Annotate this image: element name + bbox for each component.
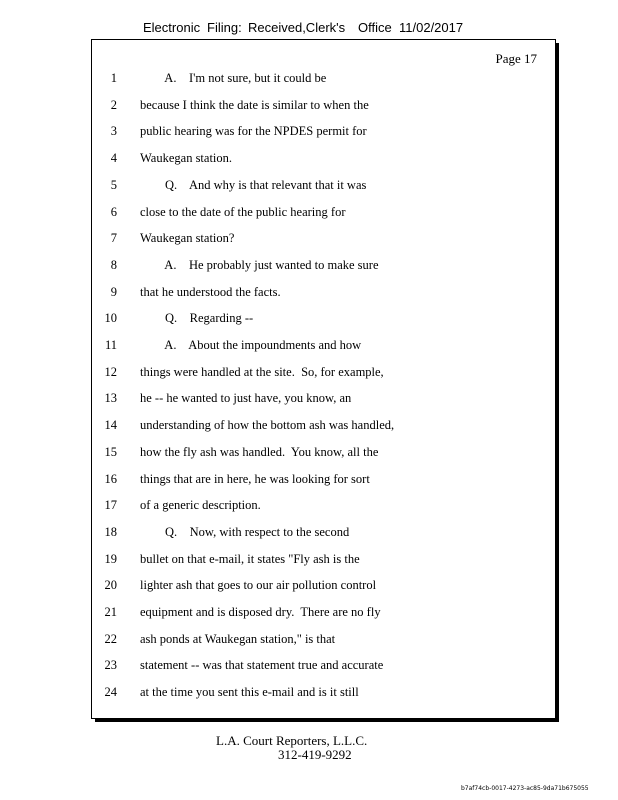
transcript-line: [92, 578, 557, 598]
line-text: close to the date of the public hearing for: [140, 204, 346, 219]
line-number: 2: [110, 97, 117, 112]
header-office: Office: [358, 20, 392, 35]
line-number: 14: [104, 418, 117, 433]
line-number: 16: [104, 471, 117, 486]
line-number: 1: [110, 71, 117, 85]
line-number: 22: [104, 631, 117, 646]
line-number: 5: [110, 177, 117, 192]
line-number: 18: [104, 524, 117, 539]
line-text: at the time you sent this e-mail and is it still: [140, 685, 359, 700]
line-text: because I think the date is similar to when the: [140, 97, 369, 112]
line-number: 3: [110, 124, 117, 139]
transcript-line: [92, 632, 557, 652]
transcript-line: [92, 311, 557, 331]
header-filing: Filing:: [207, 20, 242, 35]
line-number: 23: [104, 658, 117, 673]
line-text: A. About the impoundments and how: [140, 338, 362, 352]
line-number: 10: [104, 311, 117, 326]
footer-company: L.A. Court Reporters, L.L.C.: [216, 733, 368, 748]
line-number: 17: [104, 498, 117, 513]
page-shadow-bottom: [95, 719, 559, 722]
line-text: things were handled at the site. So, for example,: [140, 364, 384, 379]
transcript-line: [92, 418, 557, 438]
transcript-line: [92, 445, 557, 465]
line-text: Q. And why is that relevant that it was: [140, 177, 367, 192]
header-date: 11/02/2017: [399, 20, 464, 35]
line-text: things that are in here, he was looking for sort: [140, 471, 370, 486]
line-text: Q. Regarding --: [140, 311, 254, 326]
line-text: of a generic description.: [140, 498, 261, 513]
transcript-line: [92, 258, 557, 278]
transcript-line: [92, 685, 557, 705]
line-number: 12: [104, 364, 117, 379]
line-number: 21: [104, 605, 117, 619]
line-text: Q. Now, with respect to the second: [140, 524, 350, 539]
line-text: Waukegan station?: [140, 231, 235, 246]
line-number: 8: [110, 257, 117, 272]
line-number: 4: [110, 151, 117, 166]
header-electronic: Electronic: [143, 20, 201, 35]
transcript-line: [92, 391, 557, 411]
line-text: bullet on that e-mail, it states "Fly ash is the: [140, 551, 360, 566]
document-hash: b7af74cb-0017-4273-ac85-9da71b675055: [461, 785, 589, 792]
transcript-line: [92, 658, 557, 678]
page-number: Page 17: [495, 51, 537, 66]
transcript-line: [92, 71, 557, 91]
line-text: A. I'm not sure, but it could be: [140, 71, 327, 85]
line-text: A. He probably just wanted to make sure: [140, 257, 379, 272]
line-text: lighter ash that goes to our air pollution control: [140, 578, 377, 593]
line-number: 11: [104, 338, 117, 352]
transcript-line: [92, 498, 557, 518]
footer-phone: 312-419-9292: [278, 747, 352, 762]
line-text: ash ponds at Waukegan station," is that: [140, 631, 336, 646]
line-number: 24: [104, 685, 117, 700]
transcript-line: [92, 605, 557, 625]
transcript-line: [92, 205, 557, 225]
line-number: 6: [110, 204, 117, 219]
transcript-page: [91, 39, 556, 719]
transcript-line: [92, 98, 557, 118]
line-text: he -- he wanted to just have, you know, an: [140, 391, 352, 406]
line-number: 20: [104, 578, 117, 593]
line-number: 19: [104, 551, 117, 566]
line-number: 13: [104, 391, 117, 406]
line-text: Waukegan station.: [140, 151, 233, 166]
transcript-line: [92, 178, 557, 198]
header-received: Received,Clerk's: [248, 20, 346, 35]
transcript-line: [92, 472, 557, 492]
transcript-line: [92, 231, 557, 251]
transcript-line: [92, 552, 557, 572]
transcript-line: [92, 365, 557, 385]
line-text: equipment and is disposed dry. There are no fly: [140, 605, 381, 619]
line-text: that he understood the facts.: [140, 284, 281, 299]
transcript-line: [92, 525, 557, 545]
line-text: understanding of how the bottom ash was handled,: [140, 418, 395, 433]
line-text: statement -- was that statement true and accurate: [140, 658, 384, 673]
line-number: 15: [104, 444, 117, 459]
line-number: 7: [110, 231, 117, 246]
line-text: public hearing was for the NPDES permit for: [140, 124, 367, 139]
line-number: 9: [110, 284, 117, 299]
transcript-line: [92, 151, 557, 171]
transcript-line: [92, 285, 557, 305]
line-text: how the fly ash was handled. You know, all the: [140, 444, 379, 459]
transcript-line: [92, 338, 557, 358]
transcript-line: [92, 124, 557, 144]
